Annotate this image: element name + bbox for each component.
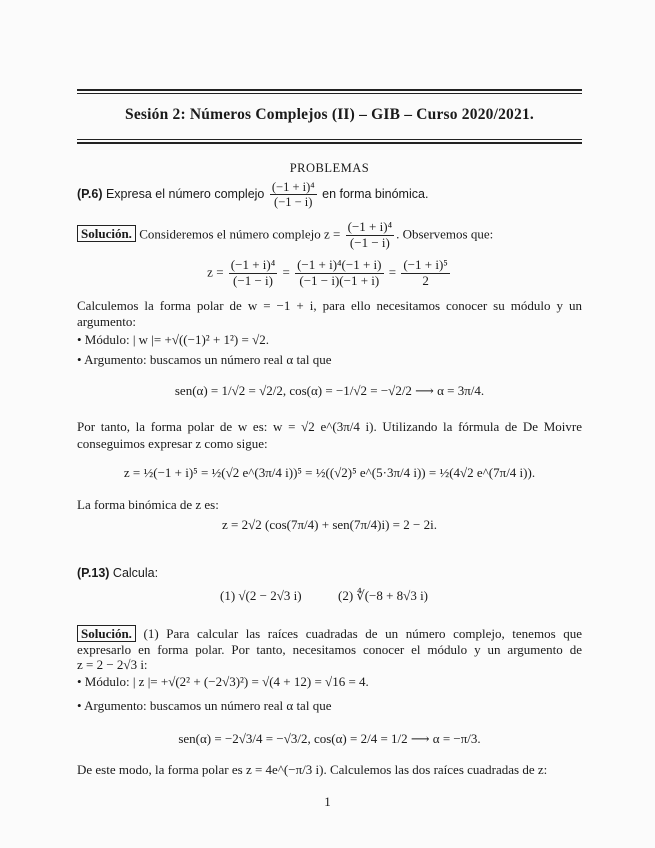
header-rule-top-thin	[77, 93, 582, 94]
fraction-numerator: (−1 + i)⁴	[271, 180, 315, 194]
bullet-modulo-w: • Módulo: | w |= +√((−1)² + 1²) = √2.	[77, 332, 269, 347]
paragraph-de-moivre-line2: conseguimos expresar z como sigue:	[77, 436, 268, 451]
fraction-denominator: (−1 − i)	[233, 272, 273, 288]
equation-fraction-3	[401, 258, 449, 289]
header-rule-bottom	[77, 142, 582, 144]
paragraph-de-moivre-line1: Por tanto, la forma polar de w es: w = √2 e^(3π/4 i). Utilizando la fórmula de De Moivre	[77, 419, 582, 434]
equation-4: z = 2√2 (cos(7π/4) + sen(7π/4)i) = 2 − 2i.	[222, 517, 437, 532]
problem-p13-item2: (2) ∜(−8 + 8√3 i)	[338, 588, 429, 603]
bullet-argumento-w: • Argumento: buscamos un número real α tal que	[77, 352, 332, 367]
problem-p13-label: (P.13)	[77, 566, 110, 580]
equation-3: z = ½(−1 + i)⁵ = ½(√2 e^(3π/4 i))⁵ = ½((√2)⁵ e^(5·3π/4 i)) = ½(4√2 e^(7π/4 i)).	[123, 465, 536, 480]
equation-1: z = $\frac{\text{(−1 + i)⁴}}{(-1 - i)}$ = $\frac{\text{(−1 + i)⁴(−1 + i)}}{(-1 - i)(-1 + i)}$ = $\frac{\text{(−1 + i)⁵}}{2}$	[207, 257, 448, 288]
solution-p13-line3: z = 2 − 2√3 i:	[77, 657, 148, 672]
document-title: Sesión 2: Números Complejos (II) – GIB – Curso 2020/2021.	[125, 106, 534, 123]
problem-p6-label: (P.6)	[77, 187, 103, 202]
problem-p13-text: Calcula:	[112, 566, 159, 580]
problem-p6-statement	[77, 180, 428, 210]
problem-p13-item1: (1) √(2 − 2√3 i)	[220, 588, 302, 603]
solution-text: Consideremos el número complejo z =	[139, 226, 341, 242]
solution-text: (1) Para calcular las raíces cuadradas de un número complejo, tenemos que	[143, 626, 583, 641]
fraction-numerator: (−1 + i)⁴	[347, 219, 393, 234]
equation-2: sen(α) = 1/√2 = √2/2, cos(α) = −1/√2 = −√2/2 ⟶ α = 3π/4.	[174, 383, 485, 398]
solution-p13-line2: expresarlo en forma polar. Por tanto, necesitamos conocer el módulo y un argumento de	[77, 642, 582, 657]
fraction-denominator: (−1 − i)	[274, 195, 313, 210]
fraction-denominator: 2	[422, 272, 429, 288]
section-heading: PROBLEMAS	[289, 161, 370, 175]
problem-p13-statement	[77, 566, 158, 580]
paragraph-forma-polar: De este modo, la forma polar es z = 4e^(−π/3 i). Calculemos las dos raíces cuadradas de z:	[77, 762, 548, 777]
problem-p6-text-after: en forma binómica.	[322, 187, 429, 202]
fraction-numerator: (−1 + i)⁵	[403, 257, 448, 272]
header-rule-top	[77, 89, 582, 91]
fraction-numerator: (−1 + i)⁴	[230, 257, 276, 272]
solution-p13-line1	[77, 626, 582, 642]
equation-fraction-2	[295, 258, 383, 289]
problem-p6-text: Expresa el número complejo	[105, 187, 265, 202]
equation-fraction-1	[229, 258, 277, 289]
fraction-numerator: (−1 + i)⁴(−1 + i)	[297, 257, 382, 272]
solution-fraction	[346, 220, 394, 251]
bullet-modulo-z: • Módulo: | z |= +√(2² + (−2√3)²) = √(4 + 12) = √16 = 4.	[77, 674, 369, 689]
bullet-argumento-z: • Argumento: buscamos un número real α tal que	[77, 698, 332, 713]
solution-text-after: . Observemos que:	[396, 226, 494, 242]
problem-p6-fraction	[270, 180, 317, 210]
paragraph-polar-line2: argumento:	[77, 314, 136, 329]
fraction-denominator: (−1 − i)	[349, 234, 390, 250]
fraction-denominator: (−1 − i)(−1 + i)	[299, 272, 380, 288]
equation-5: sen(α) = −2√3/4 = −√3/2, cos(α) = 2/4 = 1/2 ⟶ α = −π/3.	[178, 731, 481, 746]
solution-label: Solución.	[77, 225, 136, 242]
page-number: 1	[324, 794, 331, 809]
solution-label: Solución.	[77, 625, 136, 642]
paragraph-polar-line1: Calculemos la forma polar de w = −1 + i, para ello necesitamos conocer su módulo y un	[77, 298, 582, 313]
header-rule-bottom-thin	[77, 139, 582, 140]
equation-lhs: z =	[207, 264, 224, 280]
solution-p6-intro	[77, 220, 493, 251]
paragraph-binomica: La forma binómica de z es:	[77, 497, 219, 512]
